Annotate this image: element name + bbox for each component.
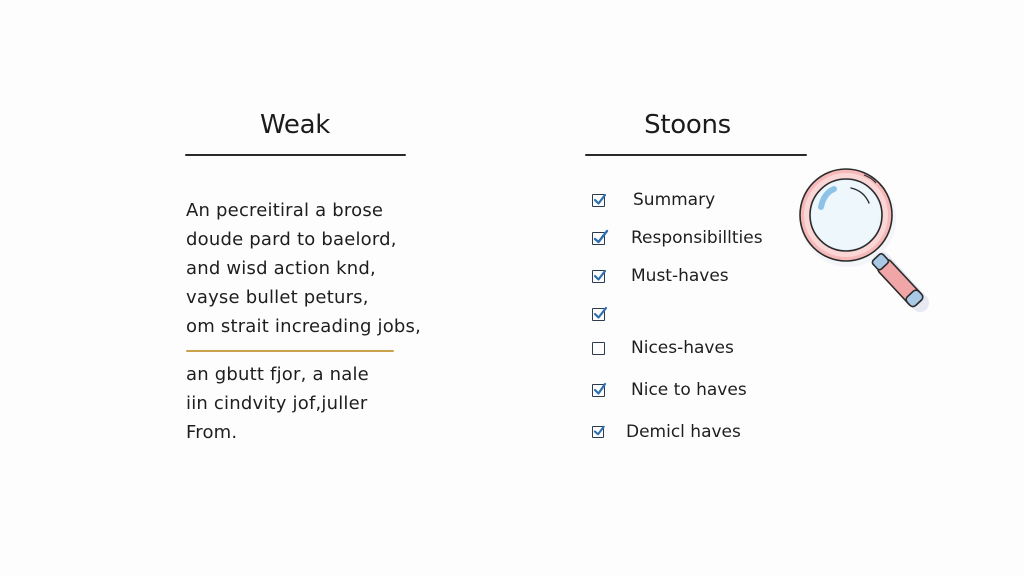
weak-line: an gbutt fjor, a nale — [186, 364, 369, 385]
checklist-item-nices-haves[interactable] — [592, 336, 734, 360]
checkbox-checked[interactable] — [592, 270, 605, 283]
checklist-label: Summary — [633, 190, 716, 210]
checkmark-icon — [592, 229, 610, 247]
checkbox-unchecked[interactable] — [592, 342, 605, 355]
checklist-label: Responsibillties — [631, 228, 763, 248]
checkbox-checked[interactable] — [592, 426, 604, 438]
weak-paragraph-1 — [186, 196, 421, 341]
strong-title-underline — [585, 154, 807, 156]
checklist-label: Nices-haves — [631, 338, 734, 358]
checkbox-checked[interactable] — [592, 232, 605, 245]
weak-line: doude pard to baelord, — [186, 229, 397, 250]
checklist-label: Must-haves — [631, 266, 729, 286]
magnifying-glass-illustration — [796, 165, 936, 319]
checklist-label: Demicl haves — [626, 422, 741, 442]
weak-title-underline — [185, 154, 406, 156]
checklist-item-summary[interactable] — [592, 188, 715, 212]
weak-line: An pecreitiral a brose — [186, 200, 384, 221]
weak-column-title: Weak — [260, 110, 330, 140]
checkmark-icon — [592, 191, 608, 207]
checkmark-icon — [592, 305, 608, 321]
weak-line: vayse bullet peturs, — [186, 287, 369, 308]
weak-line: From. — [186, 422, 238, 443]
checkbox-checked[interactable] — [592, 194, 605, 207]
checkmark-icon — [592, 267, 608, 283]
checklist-item-demicl-haves[interactable] — [592, 420, 741, 444]
checklist-item-nice-to-haves[interactable] — [592, 378, 747, 402]
weak-line: iin cindvity jof,juller — [186, 393, 368, 414]
checklist-item-responsibilities[interactable] — [592, 226, 763, 250]
weak-line: om strait increading jobs, — [186, 316, 422, 337]
checkbox-checked[interactable] — [592, 384, 605, 397]
checkbox-checked[interactable] — [592, 308, 605, 321]
weak-paragraph-divider — [186, 350, 394, 352]
magnifying-glass-icon — [796, 165, 936, 315]
checklist-item-must-haves[interactable] — [592, 264, 729, 288]
checklist-item-blank[interactable] — [592, 302, 631, 326]
checkmark-icon — [592, 381, 608, 397]
strong-column-title: Stoons — [644, 110, 731, 140]
checklist-label: Nice to haves — [631, 380, 747, 400]
weak-line: and wisd action knd, — [186, 258, 376, 279]
checkmark-icon — [592, 423, 607, 438]
weak-paragraph-2 — [186, 360, 369, 447]
